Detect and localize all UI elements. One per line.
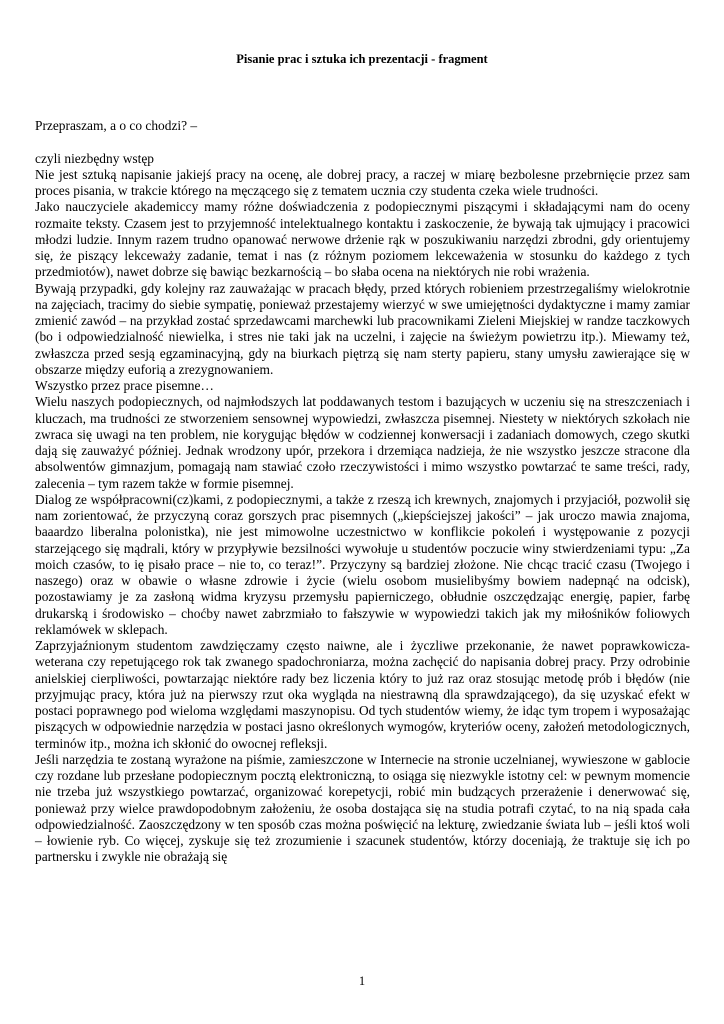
paragraph: Wielu naszych podopiecznych, od najmłodszych lat poddawanych testom i bazujących w uczeniu się na streszczeniach i kluczach, ma trudności ze stworzeniem sensownej wypowiedzi, zwłaszcza pisemnej. Niestety w niektórych szkołach nie zwraca się uwagi na ten problem, nie korygując błędów w codziennej konwersacji i zadaniach domowych, czego skutki dają się zauważyć później. Jednak wrodzony upór, przekora i drzemiąca nadzieja, że nie wszystko jeszcze stracone dla absolwentów gimnazjum, pomagają nam stawiać czoło rzeczywistości i mimo wszystko powtarzać te same treści, rady, zalecenia – tym razem także w formie pisemnej.	[35, 394, 690, 491]
paragraph: Zaprzyjaźnionym studentom zawdzięczamy często naiwne, ale i życzliwe przekonanie, że nawet poprawkowicza-weterana czy repetującego rok tak zwanego spadochroniarza, można zachęcić do napisania dobrej pracy. Przy odrobinie anielskiej cierpliwości, powtarzając niektóre rady bez liczenia który to już raz oraz stosując metodę prób i błędów (nie przyjmując pracy, która już na pierwszy rzut oka wygląda na niestrawną dla sprawdzającego), da się uzyskać efekt w postaci poprawnego pod wieloma względami maszynopisu. Od tych studentów wiemy, że idąc tym tropem i wyposażając piszących w odpowiednie narzędzia w postaci jasno określonych wymogów, kryteriów oceny, założeń metodologicznych, terminów itp., można ich skłonić do owocnej refleksji.	[35, 638, 690, 751]
paragraph: Bywają przypadki, gdy kolejny raz zauważając w pracach błędy, przed których robieniem przestrzegaliśmy wielokrotnie na zajęciach, tracimy do siebie sympatię, ponieważ przestajemy wierzyć w swe umiejętności dydaktyczne i mamy zamiar zmienić zawód – na przykład zostać sprzedawcami marchewki lub pracownikami Zieleni Miejskiej w randze taczkowych (bo i odpowiedzialność niewielka, i stres nie taki jak na uczelni, i zajęcie na świeżym powietrzu itp.). Miewamy też, zwłaszcza przed sesją egzaminacyjną, gdy na biurkach piętrzą się nam sterty papieru, stany umysłu zawierające się w obszarze między euforią a zrezygnowaniem.	[35, 280, 690, 377]
document-body	[35, 118, 690, 866]
paragraph: Jeśli narzędzia te zostaną wyrażone na piśmie, zamieszczone w Internecie na stronie uczelnianej, wywieszone w gablocie czy rozdane lub przesłane podopiecznym pocztą elektroniczną, to osiąga się niezwykle istotny cel: w pewnym momencie nie trzeba już wszystkiego powtarzać, organizować korepetycji, robić min budzących przerażenie i denerwować się, ponieważ przy wielce prawdopodobnym założeniu, że osoba dostająca się na studia potrafi czytać, to na nią spada cała odpowiedzialność. Zaoszczędzony w ten sposób czas można poświęcić na lekturę, zwiedzanie świata lub – jeśli ktoś woli – łowienie ryb. Co więcej, zyskuje się też zrozumienie i szacunek studentów, którzy doceniają, że traktuje się ich po partnersku i zwykle nie obrażają się	[35, 751, 690, 865]
paragraph: Jako nauczyciele akademiccy mamy różne doświadczenia z podopiecznymi piszącymi i składającymi nam do oceny rozmaite teksty. Czasem jest to przyjemność intelektualnego kontaktu i zaskoczenie, że bywają tak ujmujący i pracowici młodzi ludzie. Innym razem trudno opanować nerwowe drżenie rąk w poszukiwaniu narzędzi zbrodni, gdy orientujemy się, że piszący lekceważy zadanie, temat i nas (z różnym poziomem lekceważenia w stosunku do każdego z tych przedmiotów), nawet dobrze się bawiąc bezkarnością – bo słaba ocena na niektórych nie robi wrażenia.	[35, 199, 690, 280]
paragraph: Wszystko przez prace pisemne…	[35, 378, 214, 393]
document-title: Pisanie prac i sztuka ich prezentacji - fragment	[236, 52, 488, 66]
subheading: czyli niezbędny wstęp	[35, 150, 154, 166]
page-number: 1	[358, 974, 366, 988]
paragraph: Nie jest sztuką napisanie jakiejś pracy na ocenę, ale dobrej pracy, a raczej w miarę bezbolesne przebrnięcie przez sam proces pisania, w trakcie którego na męczącego się z tematem ucznia czy studenta czeka wiele trudności.	[35, 166, 690, 198]
intro-line: Przepraszam, a o co chodzi? –	[35, 118, 198, 133]
paragraph: Dialog ze współpracowni(cz)kami, z podopiecznymi, a także z rzeszą ich krewnych, znajomych i przyjaciół, pozwolił się nam zorientować, że przyczyną coraz gorszych prac pisemnych („kiepściejszej jakości” – jak uroczo mawia znajoma, baaardzo liberalna polonistka), nie jest mimowolne uczestnictwo w konflikcie pokoleń i występowanie z pozycji starzejącego się mądrali, który w przypływie bezsilności wywołuje u studentów poczucie winy stwierdzeniami typu: „Za moich czasów, to ię pisało prace – nie to, co teraz!”. Przyczyny są bardziej złożone. Nie chcąc tracić czasu (Twojego i naszego) oraz w obawie o własne zdrowie i życie (wielu osobom musielibyśmy bowiem nadepnąć na odcisk), pozostawiamy je za zasłoną widma kryzysu przemysłu papierniczego, obłudnie oszczędzając energię, papier, farbę drukarską i środowisko – choćby nawet zabrzmiało to fałszywie w wypowiedzi takich jak my miłośników foliowych reklamówek w sklepach.	[35, 491, 690, 637]
